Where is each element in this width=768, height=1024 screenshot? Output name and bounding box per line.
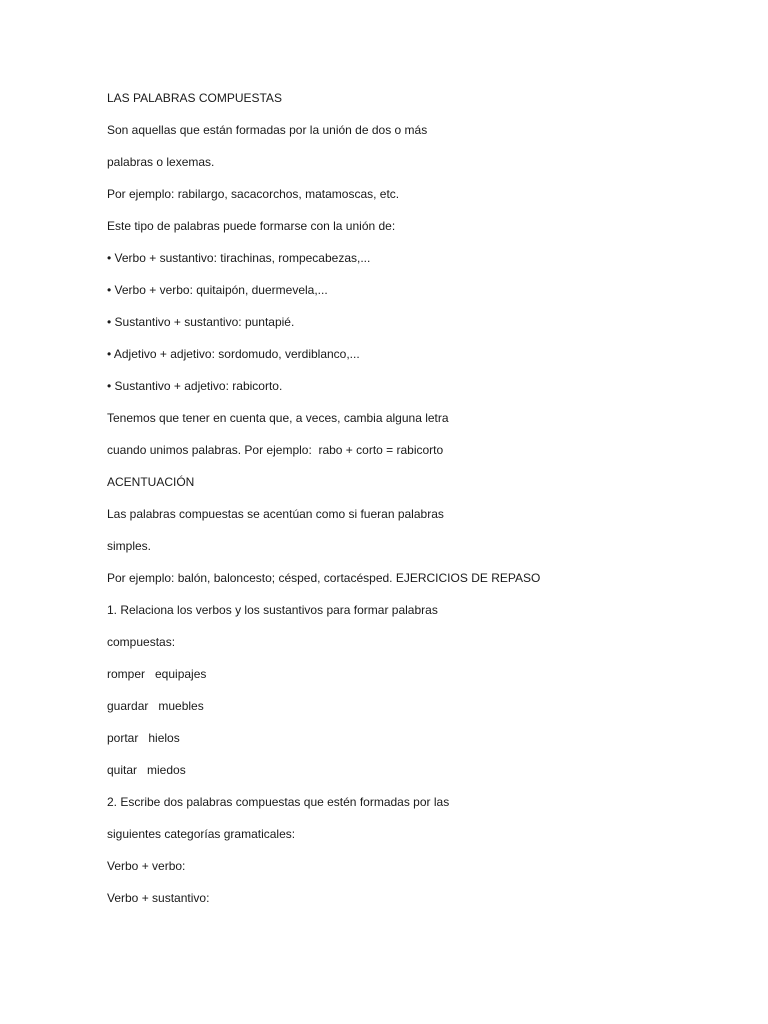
definition-line-2: palabras o lexemas. bbox=[107, 155, 215, 169]
bullet-item: • Sustantivo + adjetivo: rabicorto. bbox=[107, 379, 283, 393]
word-pair: romper equipajes bbox=[107, 667, 207, 681]
word-pair: guardar muebles bbox=[107, 699, 204, 713]
answer-prompt: Verbo + sustantivo: bbox=[107, 891, 210, 905]
bullet-item: • Sustantivo + sustantivo: puntapié. bbox=[107, 315, 295, 329]
formation-intro: Este tipo de palabras puede formarse con la unión de: bbox=[107, 219, 396, 233]
note-line-1: Tenemos que tener en cuenta que, a veces, cambia alguna letra bbox=[107, 411, 449, 425]
example-line: Por ejemplo: rabilargo, sacacorchos, matamoscas, etc. bbox=[107, 187, 400, 201]
word-pair: quitar miedos bbox=[107, 763, 186, 777]
accent-rule-line-1: Las palabras compuestas se acentúan como si fueran palabras bbox=[107, 507, 444, 521]
accent-example-line: Por ejemplo: balón, baloncesto; césped, cortacésped. EJERCICIOS DE REPASO bbox=[107, 571, 541, 585]
accent-rule-line-2: simples. bbox=[107, 539, 152, 553]
section-heading: ACENTUACIÓN bbox=[107, 475, 195, 489]
exercise-1-line-2: compuestas: bbox=[107, 635, 176, 649]
document-title: LAS PALABRAS COMPUESTAS bbox=[107, 91, 282, 105]
exercise-1-line-1: 1. Relaciona los verbos y los sustantivos para formar palabras bbox=[107, 603, 438, 617]
bullet-item: • Verbo + sustantivo: tirachinas, rompecabezas,... bbox=[107, 251, 371, 265]
bullet-item: • Adjetivo + adjetivo: sordomudo, verdiblanco,... bbox=[107, 347, 360, 361]
exercise-2-line-1: 2. Escribe dos palabras compuestas que estén formadas por las bbox=[107, 795, 450, 809]
definition-line-1: Son aquellas que están formadas por la unión de dos o más bbox=[107, 123, 428, 137]
note-line-2: cuando unimos palabras. Por ejemplo: rabo + corto = rabicorto bbox=[107, 443, 444, 457]
answer-prompt: Verbo + verbo: bbox=[107, 859, 186, 873]
bullet-item: • Verbo + verbo: quitaipón, duermevela,... bbox=[107, 283, 328, 297]
word-pair: portar hielos bbox=[107, 731, 180, 745]
exercise-2-line-2: siguientes categorías gramaticales: bbox=[107, 827, 296, 841]
